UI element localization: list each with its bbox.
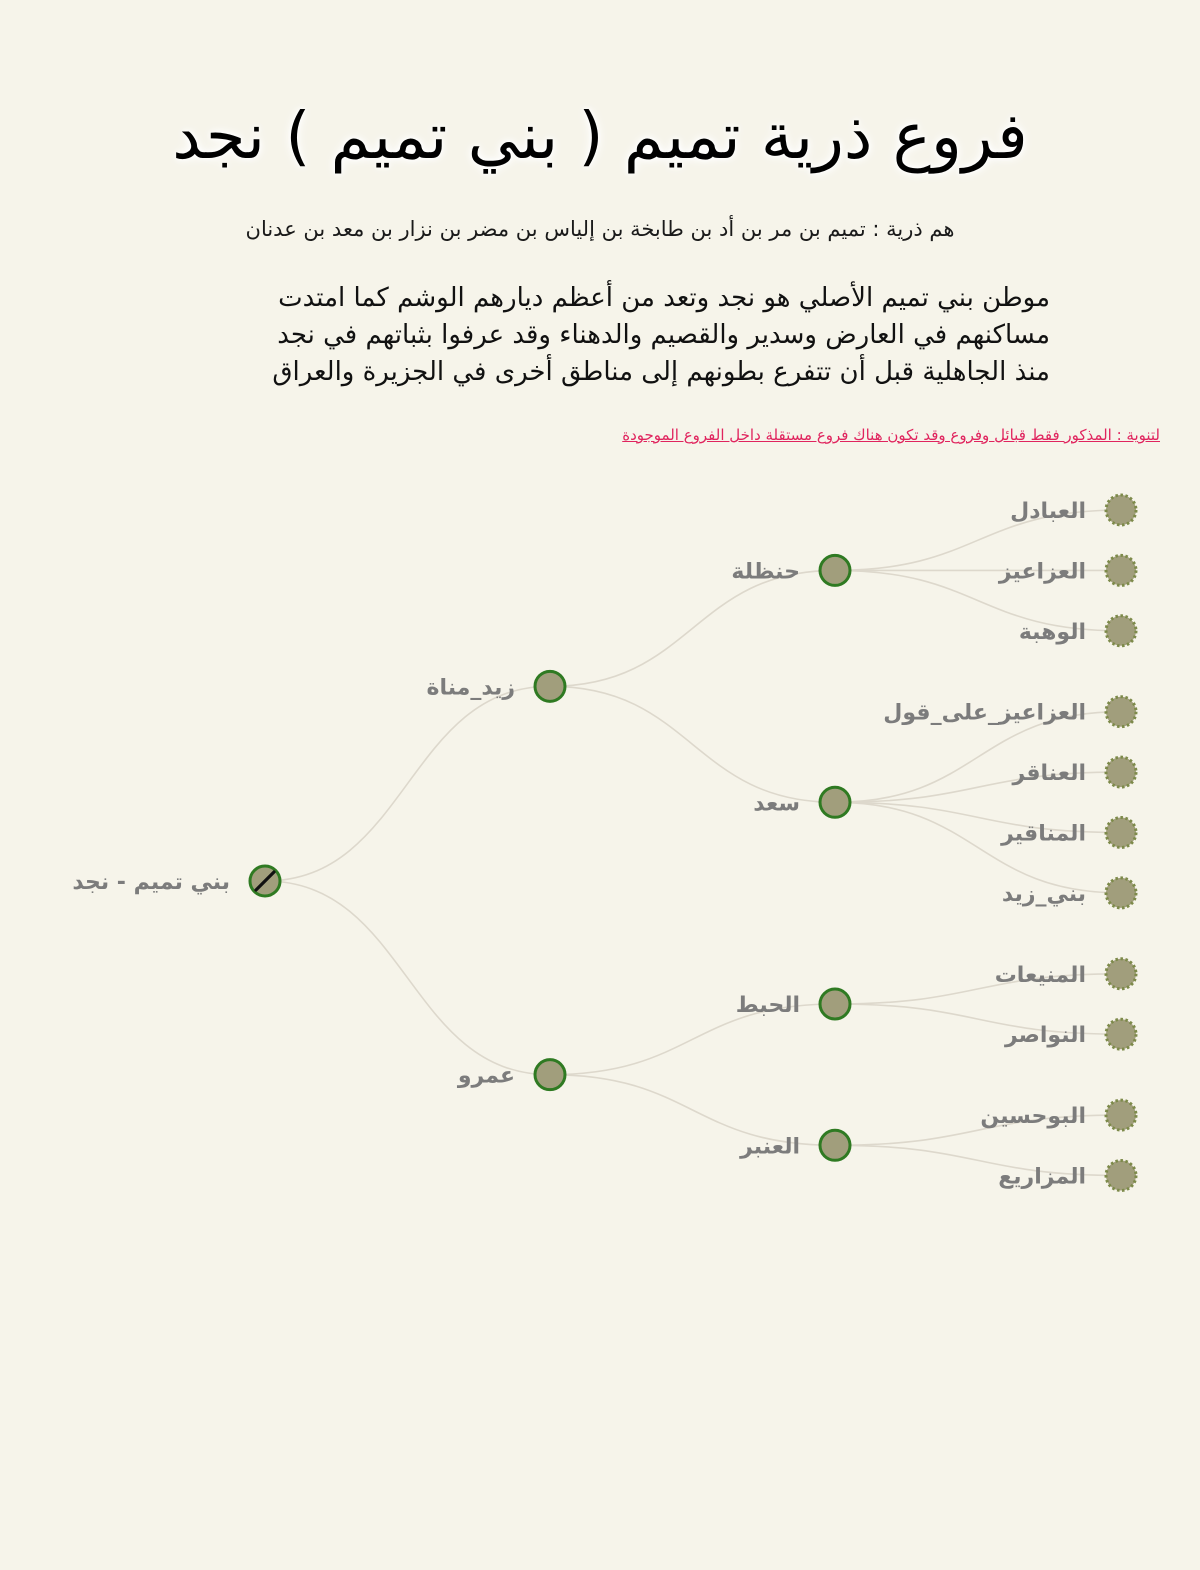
leaf-node-icon — [1106, 616, 1136, 646]
node-label: حنظلة — [731, 559, 800, 585]
node-label: بني_زيد — [1001, 881, 1086, 907]
tree-link — [550, 686, 835, 802]
node-label: المنيعات — [994, 962, 1086, 988]
tree-branch-node[interactable] — [736, 989, 850, 1019]
leaf-node-icon — [1106, 1019, 1136, 1049]
node-label: العزاعيز_على_قول — [883, 700, 1086, 726]
node-label: العناقر — [1012, 761, 1086, 787]
description-line: موطن بني تميم الأصلي هو نجد وتعد من أعظم ديارهم الوشم كما امتدت — [278, 283, 1050, 313]
node-label: المزاريع — [998, 1164, 1086, 1190]
leaf-node-icon — [1106, 878, 1136, 908]
tree-link — [550, 570, 835, 686]
tree-leaf-node[interactable] — [1011, 757, 1136, 787]
tree-leaf-node[interactable] — [1000, 818, 1136, 848]
node-label: الوهبة — [1018, 619, 1086, 645]
branch-node-icon — [535, 1060, 565, 1090]
tree-leaf-node[interactable] — [883, 697, 1136, 727]
tree-link — [265, 881, 550, 1075]
leaf-node-icon — [1106, 757, 1136, 787]
leaf-node-icon — [1106, 697, 1136, 727]
leaf-node-icon — [1106, 555, 1136, 585]
node-label: العزاعيز — [998, 559, 1086, 585]
description-line: مساكنهم في العارض وسدير والقصيم والدهناء وقد عرفوا بثباتهم في نجد — [277, 320, 1050, 350]
tree-links — [265, 510, 1121, 1176]
node-label: المناقير — [1001, 821, 1086, 847]
branch-node-icon — [820, 989, 850, 1019]
tree-branch-node[interactable] — [427, 671, 565, 701]
tree-root-node[interactable] — [72, 866, 280, 896]
node-label: زيد_مناة — [426, 675, 515, 701]
tree-branch-node[interactable] — [731, 555, 850, 585]
leaf-node-icon — [1106, 818, 1136, 848]
node-label: بني تميم - نجد — [72, 870, 230, 895]
tree-leaf-node[interactable] — [995, 959, 1136, 989]
tree-leaf-node[interactable] — [1004, 1019, 1136, 1049]
tree-link — [835, 802, 1121, 893]
tree-leaf-node[interactable] — [998, 1161, 1136, 1191]
tree-leaf-node[interactable] — [1002, 878, 1136, 908]
branch-node-icon — [820, 787, 850, 817]
leaf-node-icon — [1106, 1100, 1136, 1130]
tree-leaf-node[interactable] — [998, 555, 1136, 585]
tree-branch-node[interactable] — [739, 1130, 850, 1160]
node-label: العنبر — [740, 1134, 800, 1160]
tree-leaf-node[interactable] — [1019, 616, 1136, 646]
tree-leaf-node[interactable] — [1010, 495, 1136, 525]
node-label: عمرو — [457, 1063, 515, 1089]
node-label: البوحسين — [980, 1104, 1086, 1130]
leaf-node-icon — [1106, 495, 1136, 525]
leaf-node-icon — [1106, 1161, 1136, 1191]
node-label: الحبط — [735, 993, 800, 1018]
tree-branch-node[interactable] — [753, 787, 850, 817]
branch-node-icon — [820, 555, 850, 585]
tree-link — [265, 686, 550, 881]
node-label: العبادل — [1010, 499, 1086, 524]
note-link[interactable]: لتنوية : المذكور فقط قبائل وفروع وقد تكون هناك فروع مستقلة داخل الفروع الموجودة — [622, 426, 1160, 444]
leaf-node-icon — [1106, 959, 1136, 989]
branch-node-icon — [535, 671, 565, 701]
node-label: النواصر — [1004, 1023, 1086, 1049]
tree-leaf-node[interactable] — [980, 1100, 1136, 1130]
description-line: منذ الجاهلية قبل أن تتفرع بطونهم إلى مناطق أخرى في الجزيرة والعراق — [272, 357, 1050, 387]
tree-branch-node[interactable] — [457, 1060, 565, 1090]
branch-node-icon — [820, 1130, 850, 1160]
lineage-text: هم ذرية : تميم بن مر بن أد بن طابخة بن إلياس بن مضر بن نزار بن معد بن عدنان — [245, 217, 955, 241]
page-title: فروع ذرية تميم ( بني تميم ) نجد — [172, 100, 1028, 174]
node-label: سعد — [753, 791, 800, 817]
